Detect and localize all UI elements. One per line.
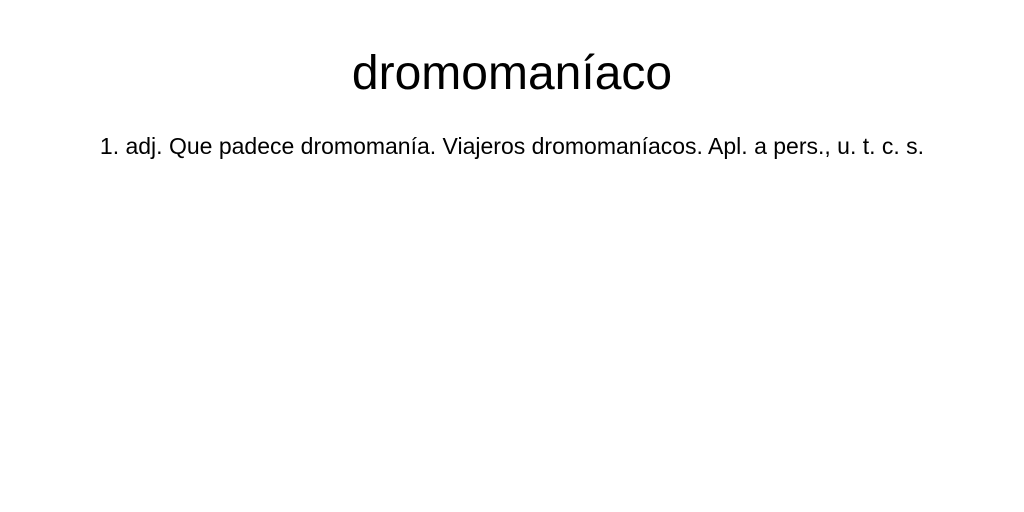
definition-1: 1. adj. Que padece dromomanía. Viajeros dromomaníacos. Apl. a pers., u. t. c. s. [99, 133, 925, 159]
headword-title: dromomaníaco [351, 47, 673, 100]
